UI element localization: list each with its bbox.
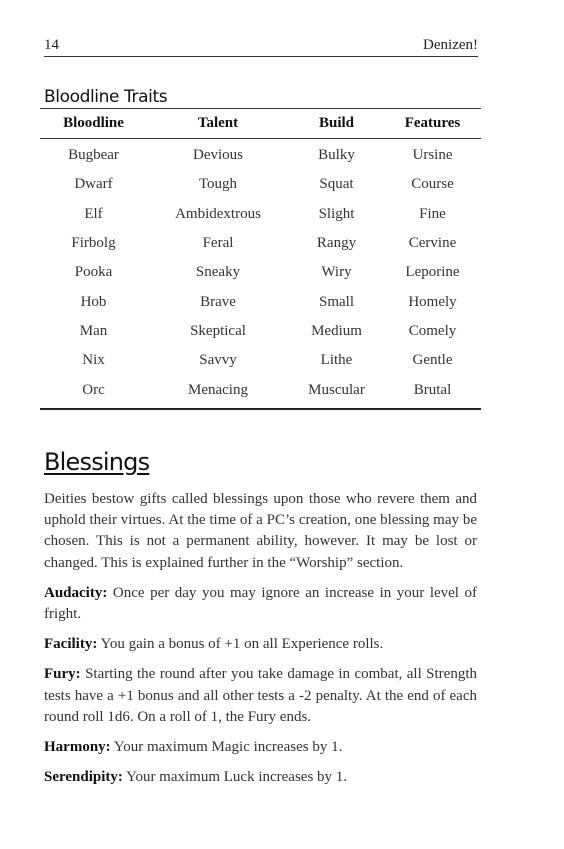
cell-features: Ursine — [412, 147, 453, 164]
cell-bloodline: Man — [79, 322, 108, 339]
blessing-description: Your maximum Magic increases by 1. — [113, 739, 343, 756]
blessing-description: Your maximum Luck increases by 1. — [126, 769, 348, 786]
cell-features: Course — [411, 176, 454, 193]
cell-build: Medium — [311, 322, 362, 339]
cell-bloodline: Firbolg — [71, 235, 116, 252]
cell-bloodline: Pooka — [74, 264, 113, 281]
cell-talent: Feral — [202, 235, 234, 252]
cell-bloodline: Dwarf — [74, 176, 113, 193]
blessing-entry — [44, 634, 477, 655]
column-header-bloodline: Bloodline — [40, 109, 147, 139]
cell-build: Rangy — [316, 235, 357, 252]
bloodline-traits-table — [40, 108, 481, 410]
table-header-row — [40, 109, 481, 139]
blessing-name: Audacity: — [44, 584, 108, 601]
blessing-name: Fury: — [44, 666, 81, 683]
blessings-body — [44, 489, 477, 797]
cell-bloodline: Elf — [84, 205, 103, 222]
cell-talent: Sneaky — [195, 264, 241, 281]
page-number: 14 — [44, 37, 59, 53]
cell-build: Bulky — [318, 147, 355, 164]
column-header-talent: Talent — [147, 109, 289, 139]
blessing-description: Once per day you may ignore an increase in your level of fright. — [44, 584, 478, 623]
cell-features: Fine — [419, 205, 446, 222]
cell-build: Wiry — [321, 264, 352, 281]
table-row — [40, 287, 481, 316]
table-row — [40, 139, 481, 171]
blessing-entry — [44, 767, 477, 788]
cell-features: Leporine — [405, 264, 460, 281]
cell-features: Homely — [408, 293, 457, 310]
blessing-entry — [44, 737, 477, 758]
column-header-features: Features — [384, 109, 481, 139]
blessing-description: You gain a bonus of +1 on all Experience rolls. — [100, 636, 384, 653]
blessings-heading: Blessings — [44, 448, 150, 476]
cell-features: Cervine — [408, 235, 457, 252]
book-title: Denizen! — [423, 37, 478, 53]
cell-talent: Menacing — [147, 375, 289, 408]
blessing-entry — [44, 664, 477, 728]
cell-features: Gentle — [412, 352, 453, 369]
column-header-build: Build — [289, 109, 384, 139]
cell-talent: Brave — [200, 293, 236, 310]
cell-bloodline: Hob — [80, 293, 107, 310]
cell-build: Lithe — [320, 352, 353, 369]
cell-build: Squat — [319, 176, 354, 193]
blessing-name: Facility: — [44, 636, 98, 653]
blessing-description: Starting the round after you take damage in combat, all Strength tests have a +1 bonus and all other tests a -2 penalty. At the end of each round roll 1d6. On a roll of 1, the Fury ends. — [44, 666, 478, 725]
table-row — [40, 258, 481, 287]
blessing-name: Harmony: — [44, 739, 111, 756]
table-row — [40, 170, 481, 199]
cell-talent: Ambidextrous — [175, 205, 261, 222]
cell-bloodline: Nix — [82, 352, 105, 369]
blessing-name: Serendipity: — [44, 769, 123, 786]
cell-talent: Skeptical — [190, 322, 246, 339]
cell-talent: Savvy — [199, 352, 237, 369]
cell-build: Slight — [318, 205, 355, 222]
cell-features: Comely — [408, 322, 457, 339]
table-row — [40, 200, 481, 229]
cell-bloodline: Orc — [40, 375, 147, 408]
cell-talent: Devious — [193, 147, 243, 164]
cell-build: Muscular — [289, 375, 384, 408]
cell-talent: Tough — [198, 176, 238, 193]
bloodline-traits-heading: Bloodline Traits — [44, 87, 168, 107]
table-row — [40, 317, 481, 346]
table-row — [40, 375, 481, 408]
cell-features: Brutal — [384, 375, 481, 408]
cell-bloodline: Bugbear — [68, 147, 119, 164]
blessings-intro: Deities bestow gifts called blessings upon those who revere them and uphold their virtues. At the time of a PC’s creation, one blessing may be chosen. This is not a permanent ability, however. It may be lost or changed. This is explained further in the “Worship” section. — [44, 491, 477, 571]
table-row — [40, 229, 481, 258]
page-header — [44, 36, 478, 57]
table-row — [40, 346, 481, 375]
cell-build: Small — [318, 293, 354, 310]
blessing-entry — [44, 583, 477, 625]
